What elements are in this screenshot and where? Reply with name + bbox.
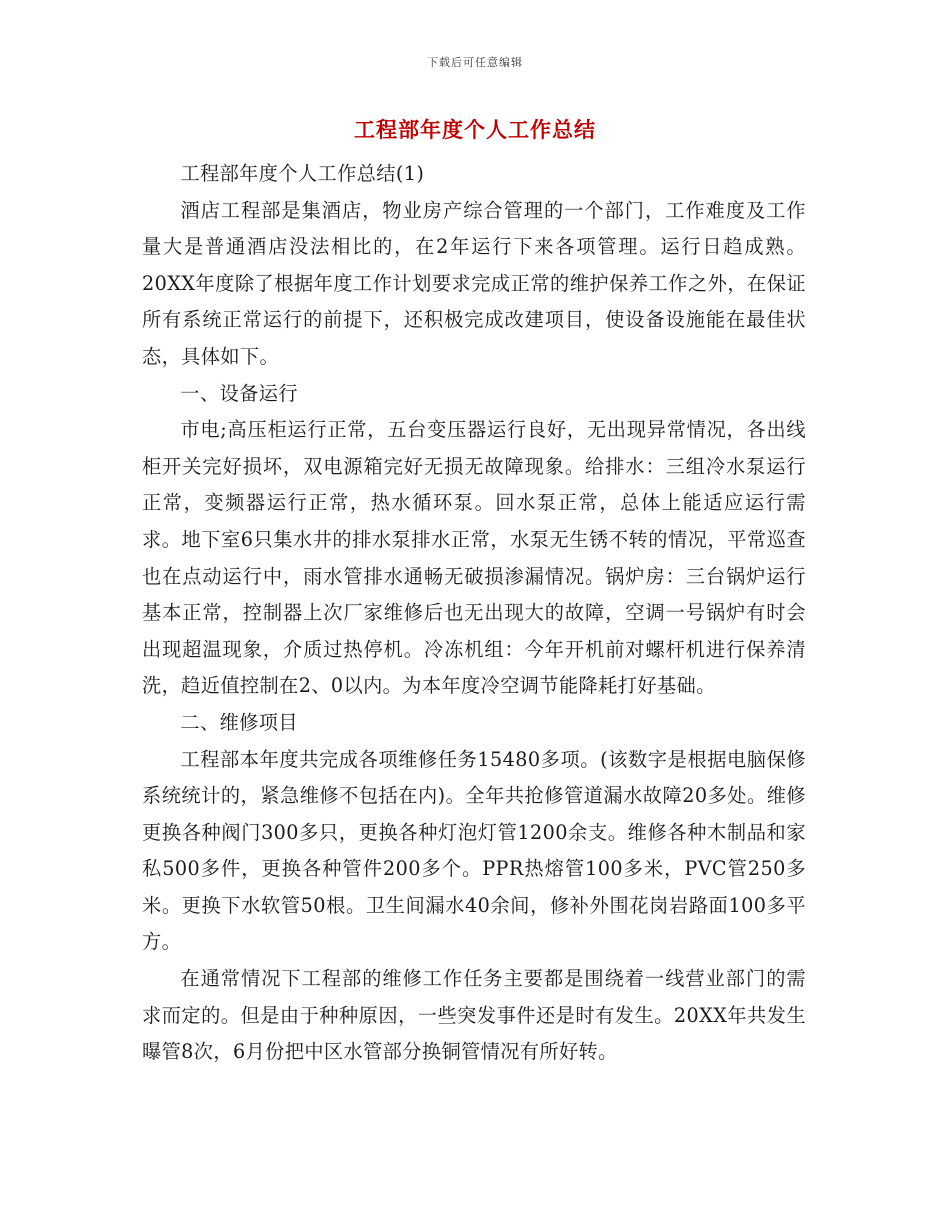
- header-note: 下载后可任意编辑: [427, 56, 523, 69]
- paragraph-emergencies: 在通常情况下工程部的维修工作任务主要都是围绕着一线营业部门的需求而定的。但是由于种种原因，一些突发事件还是时有发生。20XX年共发生曝管8次，6月份把中区水管部分换铜管情况有所好转。: [142, 967, 806, 1064]
- document-title: 工程部年度个人工作总结: [354, 118, 596, 142]
- paragraph-subtitle: 工程部年度个人工作总结(1): [180, 162, 425, 185]
- paragraph-maintenance: 工程部本年度共完成各项维修任务15480多项。(该数字是根据电脑保修系统统计的，紧急维修不包括在内)。全年共抢修管道漏水故障20多处。维修更换各种阀门300多只，更换各种灯泡灯管1200余支。维修各种木制品和家私500多件，更换各种管件200多个。PPR热熔管100多米，PVC管250多米。更换下水软管50根。卫生间漏水40余间，修补外围花岗岩路面100多平方。: [142, 747, 806, 954]
- document-body: [142, 156, 806, 1071]
- section-heading-equipment: 一、设备运行: [180, 381, 298, 405]
- paragraph-equipment: 市电;高压柜运行正常，五台变压器运行良好，无出现异常情况，各出线柜开关完好损坏，双电源箱完好无损无故障现象。给排水：三组冷水泵运行正常，变频器运行正常，热水循环泵。回水泵正常，总体上能适应运行需求。地下室6只集水井的排水泵排水正常，水泵无生锈不转的情况，平常巡查也在点动运行中，雨水管排水通畅无破损渗漏情况。锅炉房：三台锅炉运行基本正常，控制器上次厂家维修后也无出现大的故障，空调一号锅炉有时会出现超温现象，介质过热停机。冷冻机组：今年开机前对螺杆机进行保养清洗，趋近值控制在2、0以内。为本年度冷空调节能降耗打好基础。: [142, 418, 806, 698]
- paragraph-intro: 酒店工程部是集酒店，物业房产综合管理的一个部门，工作难度及工作量大是普通酒店没法相比的，在2年运行下来各项管理。运行日趋成熟。20XX年度除了根据年度工作计划要求完成正常的维护保养工作之外，在保证所有系统正常运行的前提下，还积极完成改建项目，使设备设施能在最佳状态，具体如下。: [142, 198, 806, 368]
- section-heading-maintenance: 二、维修项目: [180, 710, 298, 734]
